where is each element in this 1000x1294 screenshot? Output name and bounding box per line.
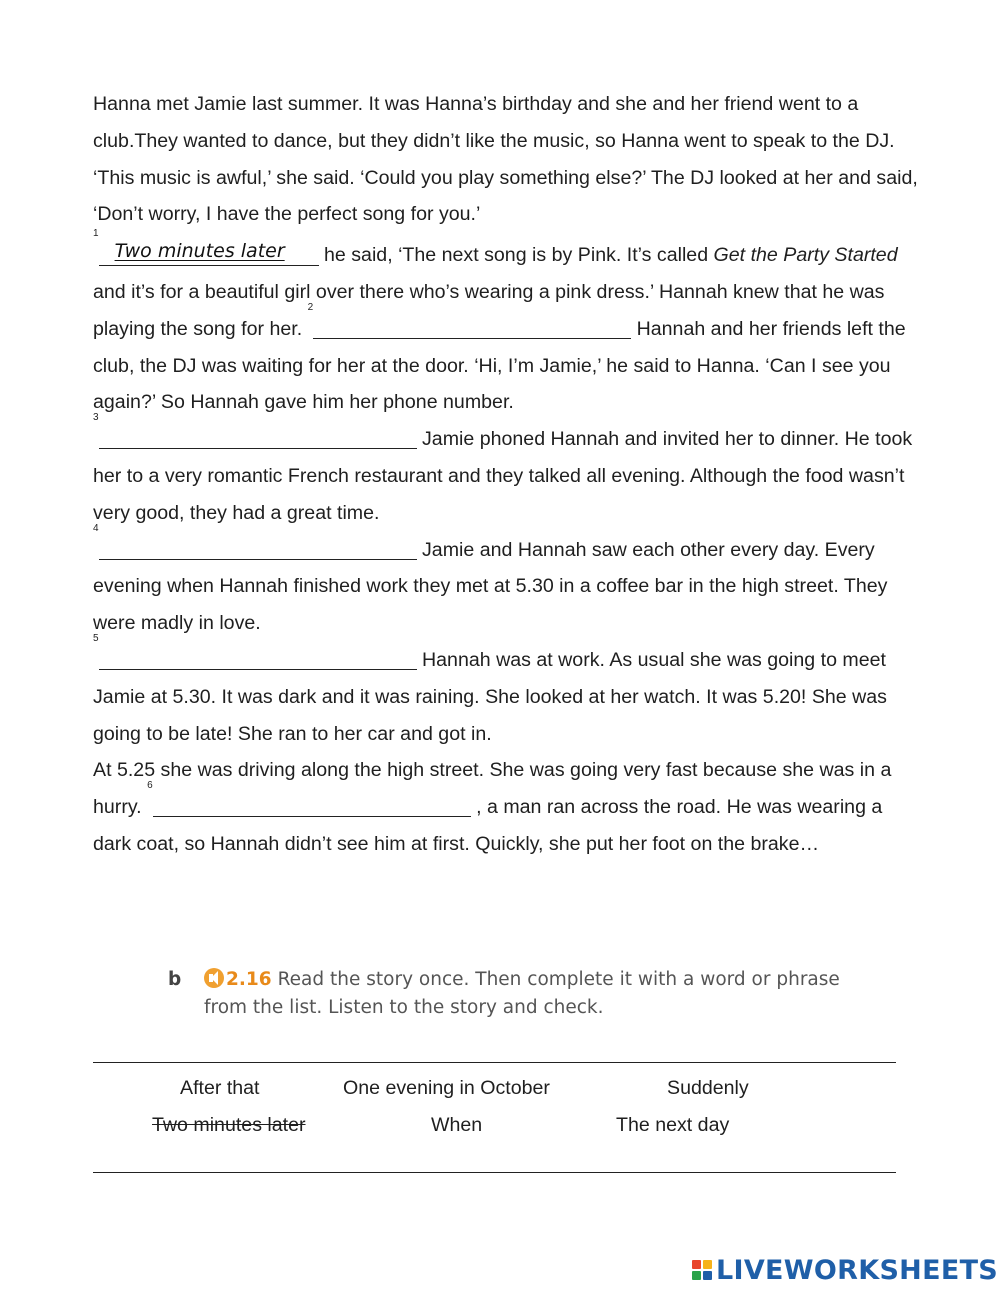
- story-paragraph-7: [93, 752, 923, 862]
- gap-number-6: 6: [147, 780, 153, 792]
- instruction-text: Read the story once. Then complete it with a word or phrase from the list. Listen to the story and check.: [204, 969, 840, 1018]
- gap-1-answer: Two minutes later: [114, 240, 285, 263]
- word-bank-item-the-next-day[interactable]: The next day: [616, 1114, 730, 1136]
- word-bank-item-one-evening-in-october[interactable]: One evening in October: [343, 1077, 550, 1099]
- story-paragraph-5: [93, 522, 923, 642]
- logo-mark-icon: [692, 1260, 712, 1280]
- story-text-segment: , a man ran across the road. He was wearing a dark coat, so Hannah didn’t see him at first. Quickly, she put her foot on the brake…: [93, 796, 883, 855]
- story-paragraph-3: [93, 228, 923, 424]
- gap-1-answer-field[interactable]: [99, 239, 319, 266]
- gap-number-3: 3: [93, 412, 99, 424]
- word-bank-bottom-rule: [93, 1172, 896, 1173]
- gap-6-field[interactable]: [153, 792, 471, 817]
- gap-number-1: 1: [93, 228, 99, 240]
- gap-5-field[interactable]: [99, 645, 417, 670]
- word-bank-item-when[interactable]: When: [431, 1114, 483, 1136]
- word-bank-item-two-minutes-later: Two minutes later: [152, 1114, 306, 1136]
- track-number: 2.16: [226, 969, 272, 990]
- word-bank-item-after-that[interactable]: After that: [180, 1077, 260, 1099]
- gap-2-field[interactable]: [313, 314, 631, 339]
- word-bank-item-suddenly[interactable]: Suddenly: [667, 1077, 749, 1099]
- task-body: [204, 966, 844, 1022]
- story-text-segment: Jamie and Hannah saw each other every day. Every evening when Hannah finished work they met at 5.30 in a coffee bar in the high street. They were madly in love.: [93, 538, 888, 635]
- gap-number-4: 4: [93, 522, 99, 534]
- logo-text: LIVEWORKSHEETS: [716, 1254, 999, 1286]
- audio-icon[interactable]: [204, 968, 224, 988]
- gap-4-field[interactable]: [99, 535, 417, 560]
- story-text-segment: At 5.25 she was driving along the high street. She was going very fast because she was in a hurry.: [93, 759, 892, 819]
- story-paragraph-4: [93, 412, 923, 531]
- story-text-segment: and it’s for a beautiful girl over there who’s wearing a pink dress.’ Hannah knew that he was playing the song for her.: [93, 280, 885, 340]
- task-letter: b: [168, 969, 182, 990]
- gap-number-5: 5: [93, 632, 99, 644]
- story-text-segment: he said, ‘The next song is by Pink. It’s called: [318, 244, 714, 267]
- story-text: [93, 86, 923, 863]
- story-text-segment: Hannah was at work. As usual she was going to meet Jamie at 5.30. It was dark and it was raining. She looked at her watch. It was 5.20! She was going to be late! She ran to her car and got in.: [93, 648, 887, 745]
- story-paragraph-2: ‘This music is awful,’ she said. ‘Could you play something else?’ The DJ looked at her and said, ‘Don’t worry, I have the perfect song for you.’: [93, 166, 918, 226]
- story-text-segment: Jamie phoned Hannah and invited her to dinner. He took her to a very romantic French restaurant and they talked all evening. Although the food wasn’t very good, they had a great time.: [93, 428, 913, 524]
- gap-number-2: 2: [307, 301, 314, 313]
- story-paragraph-1: Hanna met Jamie last summer. It was Hanna’s birthday and she and her friend went to a club.They wanted to dance, but they didn’t like the music, so Hanna went to speak to the DJ.: [93, 93, 895, 152]
- story-paragraph-6: [93, 632, 923, 752]
- gap-3-field[interactable]: [99, 424, 417, 449]
- word-bank-top-rule: [93, 1062, 896, 1063]
- story-text-segment: Hannah and her friends left the club, the DJ was waiting for her at the door. ‘Hi, I’m Jamie,’ he said to Hanna. ‘Can I see you again?’ So Hannah gave him her phone number.: [93, 317, 906, 414]
- liveworksheets-logo: [692, 1254, 998, 1286]
- song-title: Get the Party Started: [713, 244, 898, 267]
